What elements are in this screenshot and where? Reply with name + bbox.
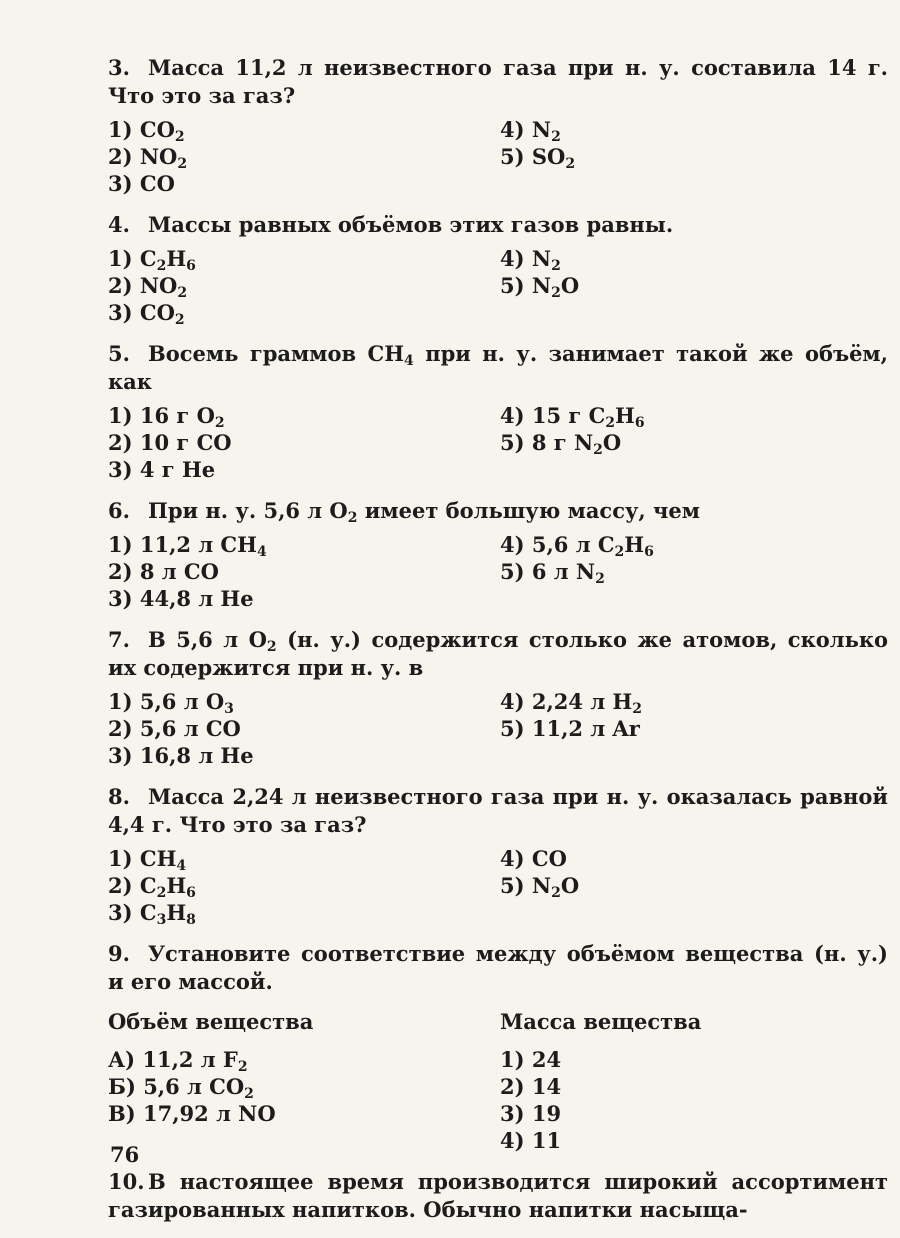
answer-option: 2) 10 г CO bbox=[108, 430, 232, 455]
answer-option bbox=[500, 742, 880, 769]
answer-option: 5) 11,2 л Ar bbox=[500, 716, 640, 741]
match-item: В) 17,92 л NO bbox=[108, 1101, 276, 1126]
question-text bbox=[108, 54, 888, 110]
answer-option: 3) CO bbox=[108, 171, 175, 196]
answer-options bbox=[108, 116, 888, 197]
question-number: 9. bbox=[108, 941, 130, 966]
question-body: Восемь граммов $CH_4$ при н. у. занимает такой же объём, как bbox=[108, 341, 888, 394]
answer-option: 2) 8 л CO bbox=[108, 559, 219, 584]
match-answer: 1) 24 bbox=[500, 1047, 562, 1072]
page-number: 76 bbox=[110, 1142, 140, 1167]
question-text bbox=[108, 940, 888, 996]
question-number: 10. bbox=[108, 1169, 145, 1194]
answer-option: 1) $C_2H_6$ bbox=[108, 246, 196, 274]
answer-option: 4) CO bbox=[500, 846, 567, 871]
answer-options bbox=[108, 688, 888, 769]
answer-option: 4) $N_2$ bbox=[500, 246, 561, 274]
question-body: Массы равных объёмов этих газов равны. bbox=[148, 212, 674, 237]
question-number: 8. bbox=[108, 784, 130, 809]
match-answer: 3) 19 bbox=[500, 1101, 562, 1126]
question-body: В настоящее время производится широкий ассортимент газированных напитков. Обычно напитки насыща- bbox=[108, 1169, 888, 1222]
answer-options bbox=[108, 531, 888, 612]
match-answer: 4) 11 bbox=[500, 1128, 562, 1153]
task-4 bbox=[108, 211, 888, 326]
task-8 bbox=[108, 783, 888, 926]
match-headers bbox=[108, 1008, 888, 1036]
question-number: 3. bbox=[108, 55, 130, 80]
answer-option bbox=[500, 899, 880, 926]
task-3 bbox=[108, 54, 888, 197]
answer-option: 5) $N_2O$ bbox=[500, 273, 580, 301]
answer-option: 5) $SO_2$ bbox=[500, 144, 576, 172]
question-text bbox=[108, 497, 888, 525]
right-column bbox=[500, 1046, 880, 1154]
answer-option: 3) $C_3H_8$ bbox=[108, 900, 196, 928]
answer-options bbox=[108, 245, 888, 326]
question-number: 4. bbox=[108, 212, 130, 237]
answer-option: 2) 5,6 л CO bbox=[108, 716, 241, 741]
question-text bbox=[108, 340, 888, 396]
answer-option bbox=[500, 456, 880, 483]
question-body: В 5,6 л $O_2$ (н. у.) содержится столько же атомов, сколько их содержится при н. у. в bbox=[108, 627, 888, 680]
answer-option: 2) $NO_2$ bbox=[108, 273, 188, 301]
answer-option: 3) 16,8 л He bbox=[108, 743, 254, 768]
answer-option: 2) $NO_2$ bbox=[108, 144, 188, 172]
question-number: 6. bbox=[108, 498, 130, 523]
right-column-header: Масса вещества bbox=[500, 1009, 702, 1034]
answer-option: 1) $CH_4$ bbox=[108, 846, 187, 874]
question-body: Установите соответствие между объёмом вещества (н. у.) и его массой. bbox=[108, 941, 888, 994]
answer-option bbox=[500, 299, 880, 326]
question-text bbox=[108, 783, 888, 839]
answer-options bbox=[108, 845, 888, 926]
task-9 bbox=[108, 940, 888, 1154]
answer-option: 5) 8 г $N_2O$ bbox=[500, 430, 622, 458]
question-text bbox=[108, 626, 888, 682]
question-body: Масса 11,2 л неизвестного газа при н. у. составила 14 г. Что это за газ? bbox=[108, 55, 888, 108]
answer-option: 2) $C_2H_6$ bbox=[108, 873, 196, 901]
task-6 bbox=[108, 497, 888, 612]
answer-option: 3) $CO_2$ bbox=[108, 300, 185, 328]
answer-option: 4) $N_2$ bbox=[500, 117, 561, 145]
answer-option: 1) 11,2 л $CH_4$ bbox=[108, 532, 267, 560]
match-columns bbox=[108, 1046, 888, 1154]
answer-option bbox=[500, 585, 880, 612]
task-5 bbox=[108, 340, 888, 483]
left-column bbox=[108, 1046, 500, 1154]
task-7 bbox=[108, 626, 888, 769]
question-text bbox=[108, 211, 888, 239]
question-number: 7. bbox=[108, 627, 130, 652]
answer-option: 5) 6 л $N_2$ bbox=[500, 559, 605, 587]
match-answer: 2) 14 bbox=[500, 1074, 562, 1099]
question-text bbox=[108, 1168, 888, 1224]
answer-option: 4) 15 г $C_2H_6$ bbox=[500, 403, 645, 431]
answer-option: 1) 16 г $O_2$ bbox=[108, 403, 225, 431]
match-item: Б) 5,6 л $CO_2$ bbox=[108, 1074, 254, 1102]
question-body: Масса 2,24 л неизвестного газа при н. у. оказалась равной 4,4 г. Что это за газ? bbox=[108, 784, 888, 837]
page-content bbox=[108, 54, 888, 1238]
question-number: 5. bbox=[108, 341, 130, 366]
answer-option: 3) 4 г He bbox=[108, 457, 216, 482]
answer-option: 1) $CO_2$ bbox=[108, 117, 185, 145]
answer-option: 1) 5,6 л $O_3$ bbox=[108, 689, 234, 717]
answer-option: 4) 5,6 л $C_2H_6$ bbox=[500, 532, 654, 560]
answer-option: 5) $N_2O$ bbox=[500, 873, 580, 901]
match-item: А) 11,2 л $F_2$ bbox=[108, 1047, 248, 1075]
answer-options bbox=[108, 402, 888, 483]
answer-option bbox=[500, 170, 880, 197]
task-10 bbox=[108, 1168, 888, 1224]
answer-option: 4) 2,24 л $H_2$ bbox=[500, 689, 643, 717]
question-body: При н. у. 5,6 л $O_2$ имеет большую массу, чем bbox=[148, 498, 701, 526]
answer-option: 3) 44,8 л He bbox=[108, 586, 254, 611]
left-column-header: Объём вещества bbox=[108, 1009, 314, 1034]
